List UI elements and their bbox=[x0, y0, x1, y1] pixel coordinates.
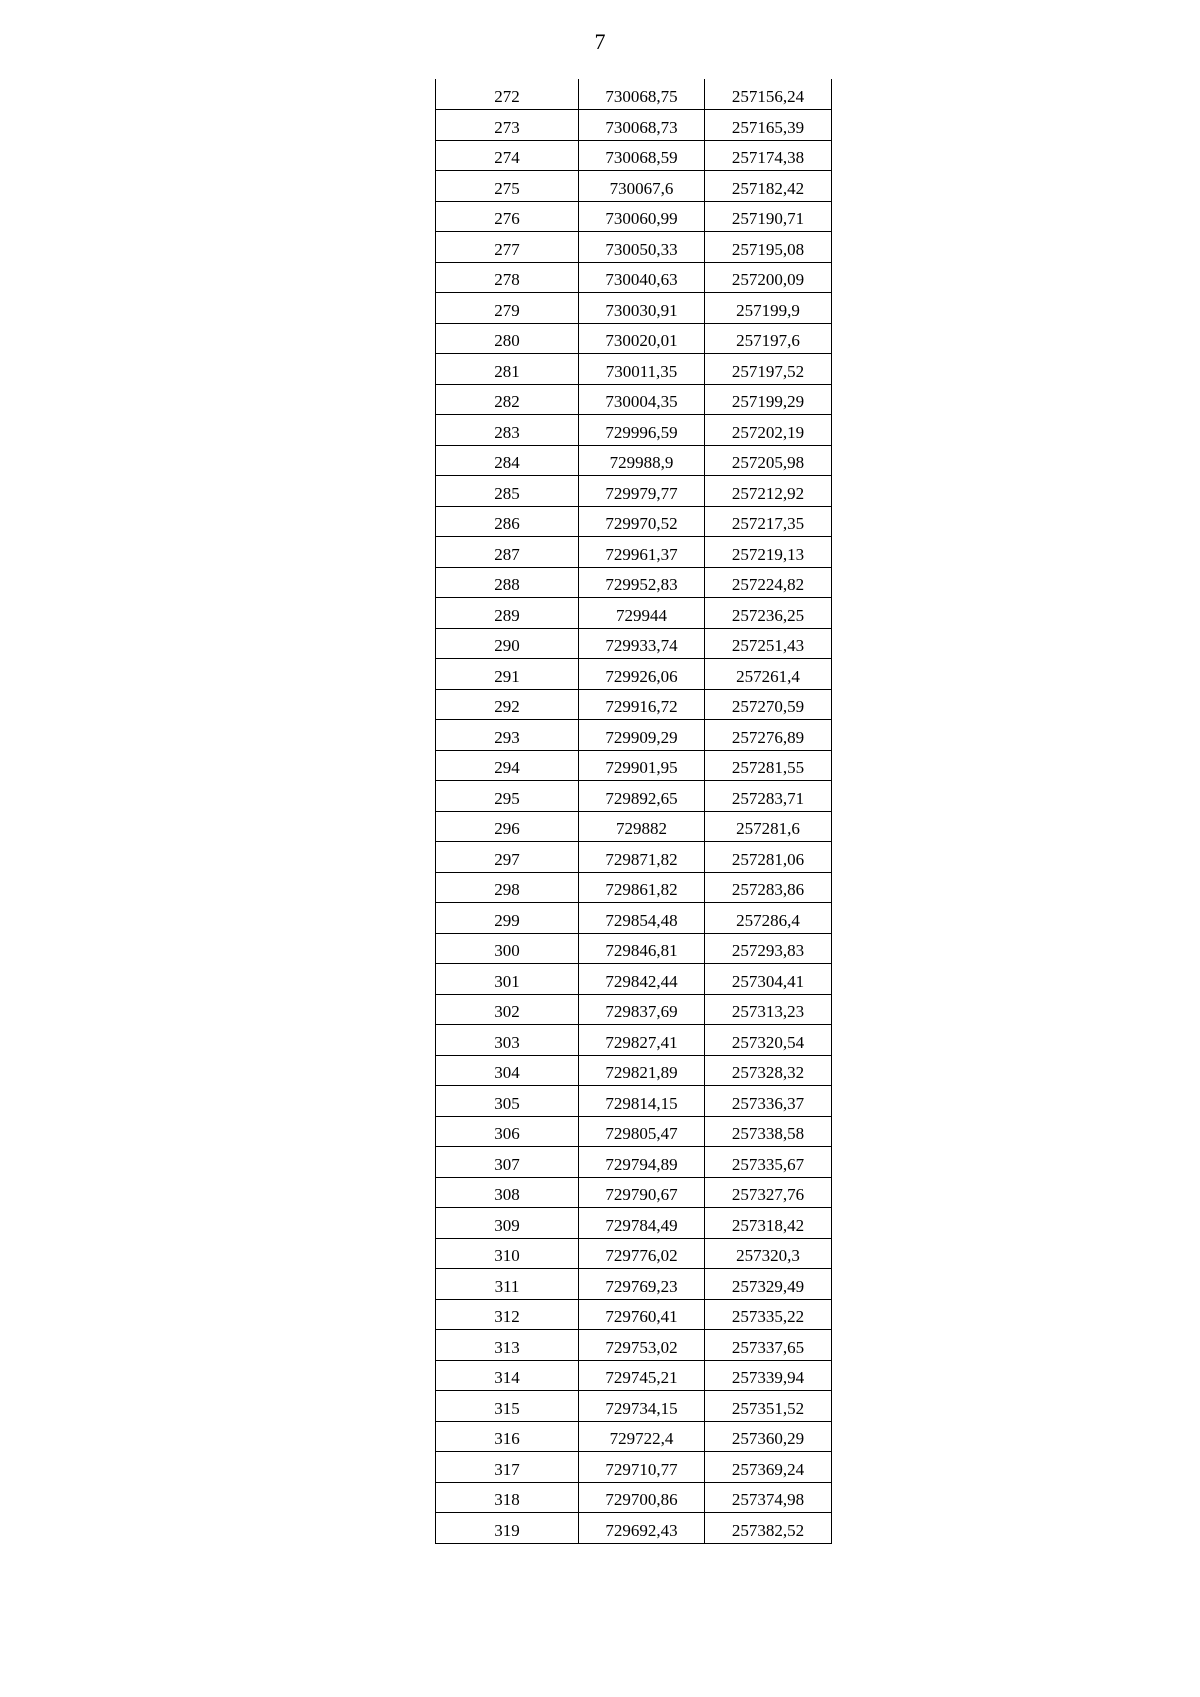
point-number-cell: 278 bbox=[436, 262, 579, 293]
x-coordinate-cell: 729745,21 bbox=[579, 1360, 705, 1391]
point-number-cell: 298 bbox=[436, 872, 579, 903]
y-coordinate-cell: 257304,41 bbox=[705, 964, 832, 995]
y-coordinate-cell: 257281,6 bbox=[705, 811, 832, 842]
point-number-cell: 318 bbox=[436, 1482, 579, 1513]
x-coordinate-cell: 729933,74 bbox=[579, 628, 705, 659]
y-coordinate-cell: 257261,4 bbox=[705, 659, 832, 690]
table-row bbox=[436, 79, 832, 110]
coordinates-table-body bbox=[436, 79, 832, 1543]
x-coordinate-cell: 729692,43 bbox=[579, 1513, 705, 1544]
y-coordinate-cell: 257281,06 bbox=[705, 842, 832, 873]
point-number-cell: 301 bbox=[436, 964, 579, 995]
table-row bbox=[436, 110, 832, 141]
y-coordinate-cell: 257328,32 bbox=[705, 1055, 832, 1086]
y-coordinate-cell: 257382,52 bbox=[705, 1513, 832, 1544]
point-number-cell: 313 bbox=[436, 1330, 579, 1361]
table-row bbox=[436, 811, 832, 842]
table-row bbox=[436, 171, 832, 202]
y-coordinate-cell: 257217,35 bbox=[705, 506, 832, 537]
x-coordinate-cell: 729854,48 bbox=[579, 903, 705, 934]
table-row bbox=[436, 323, 832, 354]
y-coordinate-cell: 257182,42 bbox=[705, 171, 832, 202]
x-coordinate-cell: 729821,89 bbox=[579, 1055, 705, 1086]
table-row bbox=[436, 842, 832, 873]
x-coordinate-cell: 729790,67 bbox=[579, 1177, 705, 1208]
x-coordinate-cell: 729926,06 bbox=[579, 659, 705, 690]
y-coordinate-cell: 257202,19 bbox=[705, 415, 832, 446]
y-coordinate-cell: 257338,58 bbox=[705, 1116, 832, 1147]
x-coordinate-cell: 729769,23 bbox=[579, 1269, 705, 1300]
table-row bbox=[436, 933, 832, 964]
x-coordinate-cell: 729952,83 bbox=[579, 567, 705, 598]
y-coordinate-cell: 257329,49 bbox=[705, 1269, 832, 1300]
y-coordinate-cell: 257351,52 bbox=[705, 1391, 832, 1422]
y-coordinate-cell: 257190,71 bbox=[705, 201, 832, 232]
y-coordinate-cell: 257165,39 bbox=[705, 110, 832, 141]
x-coordinate-cell: 729710,77 bbox=[579, 1452, 705, 1483]
y-coordinate-cell: 257205,98 bbox=[705, 445, 832, 476]
y-coordinate-cell: 257276,89 bbox=[705, 720, 832, 751]
table-row bbox=[436, 659, 832, 690]
point-number-cell: 275 bbox=[436, 171, 579, 202]
point-number-cell: 277 bbox=[436, 232, 579, 263]
y-coordinate-cell: 257360,29 bbox=[705, 1421, 832, 1452]
table-row bbox=[436, 1299, 832, 1330]
x-coordinate-cell: 730050,33 bbox=[579, 232, 705, 263]
x-coordinate-cell: 729979,77 bbox=[579, 476, 705, 507]
y-coordinate-cell: 257174,38 bbox=[705, 140, 832, 171]
x-coordinate-cell: 730020,01 bbox=[579, 323, 705, 354]
point-number-cell: 303 bbox=[436, 1025, 579, 1056]
table-row bbox=[436, 415, 832, 446]
point-number-cell: 283 bbox=[436, 415, 579, 446]
point-number-cell: 279 bbox=[436, 293, 579, 324]
coordinates-table bbox=[435, 79, 832, 1544]
table-row bbox=[436, 628, 832, 659]
x-coordinate-cell: 730068,75 bbox=[579, 79, 705, 110]
table-row bbox=[436, 140, 832, 171]
table-row bbox=[436, 781, 832, 812]
table-row bbox=[436, 872, 832, 903]
point-number-cell: 286 bbox=[436, 506, 579, 537]
y-coordinate-cell: 257219,13 bbox=[705, 537, 832, 568]
table-row bbox=[436, 1055, 832, 1086]
y-coordinate-cell: 257318,42 bbox=[705, 1208, 832, 1239]
y-coordinate-cell: 257199,29 bbox=[705, 384, 832, 415]
x-coordinate-cell: 729814,15 bbox=[579, 1086, 705, 1117]
point-number-cell: 289 bbox=[436, 598, 579, 629]
point-number-cell: 273 bbox=[436, 110, 579, 141]
table-row bbox=[436, 537, 832, 568]
point-number-cell: 304 bbox=[436, 1055, 579, 1086]
x-coordinate-cell: 729871,82 bbox=[579, 842, 705, 873]
y-coordinate-cell: 257335,22 bbox=[705, 1299, 832, 1330]
x-coordinate-cell: 730011,35 bbox=[579, 354, 705, 385]
table-row bbox=[436, 354, 832, 385]
x-coordinate-cell: 729842,44 bbox=[579, 964, 705, 995]
x-coordinate-cell: 730030,91 bbox=[579, 293, 705, 324]
y-coordinate-cell: 257281,55 bbox=[705, 750, 832, 781]
point-number-cell: 281 bbox=[436, 354, 579, 385]
table-row bbox=[436, 598, 832, 629]
x-coordinate-cell: 730004,35 bbox=[579, 384, 705, 415]
table-row bbox=[436, 293, 832, 324]
point-number-cell: 276 bbox=[436, 201, 579, 232]
y-coordinate-cell: 257374,98 bbox=[705, 1482, 832, 1513]
table-row bbox=[436, 1116, 832, 1147]
table-row bbox=[436, 1269, 832, 1300]
table-row bbox=[436, 964, 832, 995]
table-row bbox=[436, 1238, 832, 1269]
table-row bbox=[436, 567, 832, 598]
table-row bbox=[436, 1147, 832, 1178]
point-number-cell: 305 bbox=[436, 1086, 579, 1117]
x-coordinate-cell: 729909,29 bbox=[579, 720, 705, 751]
point-number-cell: 307 bbox=[436, 1147, 579, 1178]
y-coordinate-cell: 257335,67 bbox=[705, 1147, 832, 1178]
point-number-cell: 287 bbox=[436, 537, 579, 568]
table-row bbox=[436, 689, 832, 720]
table-row bbox=[436, 750, 832, 781]
x-coordinate-cell: 729760,41 bbox=[579, 1299, 705, 1330]
y-coordinate-cell: 257224,82 bbox=[705, 567, 832, 598]
table-row bbox=[436, 720, 832, 751]
point-number-cell: 297 bbox=[436, 842, 579, 873]
table-row bbox=[436, 445, 832, 476]
y-coordinate-cell: 257313,23 bbox=[705, 994, 832, 1025]
table-row bbox=[436, 1208, 832, 1239]
y-coordinate-cell: 257339,94 bbox=[705, 1360, 832, 1391]
point-number-cell: 302 bbox=[436, 994, 579, 1025]
x-coordinate-cell: 729916,72 bbox=[579, 689, 705, 720]
table-row bbox=[436, 232, 832, 263]
y-coordinate-cell: 257327,76 bbox=[705, 1177, 832, 1208]
table-row bbox=[436, 1452, 832, 1483]
table-row bbox=[436, 1513, 832, 1544]
x-coordinate-cell: 729734,15 bbox=[579, 1391, 705, 1422]
table-row bbox=[436, 1025, 832, 1056]
table-row bbox=[436, 201, 832, 232]
x-coordinate-cell: 729846,81 bbox=[579, 933, 705, 964]
x-coordinate-cell: 729861,82 bbox=[579, 872, 705, 903]
table-row bbox=[436, 476, 832, 507]
x-coordinate-cell: 730068,73 bbox=[579, 110, 705, 141]
y-coordinate-cell: 257320,54 bbox=[705, 1025, 832, 1056]
x-coordinate-cell: 730067,6 bbox=[579, 171, 705, 202]
x-coordinate-cell: 729961,37 bbox=[579, 537, 705, 568]
y-coordinate-cell: 257156,24 bbox=[705, 79, 832, 110]
table-row bbox=[436, 1330, 832, 1361]
table-row bbox=[436, 1177, 832, 1208]
table-row bbox=[436, 506, 832, 537]
y-coordinate-cell: 257236,25 bbox=[705, 598, 832, 629]
y-coordinate-cell: 257283,86 bbox=[705, 872, 832, 903]
x-coordinate-cell: 729753,02 bbox=[579, 1330, 705, 1361]
y-coordinate-cell: 257197,6 bbox=[705, 323, 832, 354]
point-number-cell: 311 bbox=[436, 1269, 579, 1300]
x-coordinate-cell: 729944 bbox=[579, 598, 705, 629]
x-coordinate-cell: 729827,41 bbox=[579, 1025, 705, 1056]
x-coordinate-cell: 730060,99 bbox=[579, 201, 705, 232]
point-number-cell: 272 bbox=[436, 79, 579, 110]
x-coordinate-cell: 729837,69 bbox=[579, 994, 705, 1025]
point-number-cell: 316 bbox=[436, 1421, 579, 1452]
x-coordinate-cell: 729700,86 bbox=[579, 1482, 705, 1513]
y-coordinate-cell: 257320,3 bbox=[705, 1238, 832, 1269]
point-number-cell: 288 bbox=[436, 567, 579, 598]
x-coordinate-cell: 729784,49 bbox=[579, 1208, 705, 1239]
page-number: 7 bbox=[594, 29, 606, 54]
point-number-cell: 292 bbox=[436, 689, 579, 720]
point-number-cell: 285 bbox=[436, 476, 579, 507]
table-row bbox=[436, 1086, 832, 1117]
x-coordinate-cell: 729722,4 bbox=[579, 1421, 705, 1452]
point-number-cell: 274 bbox=[436, 140, 579, 171]
point-number-cell: 290 bbox=[436, 628, 579, 659]
y-coordinate-cell: 257337,65 bbox=[705, 1330, 832, 1361]
table-row bbox=[436, 1421, 832, 1452]
point-number-cell: 315 bbox=[436, 1391, 579, 1422]
y-coordinate-cell: 257270,59 bbox=[705, 689, 832, 720]
point-number-cell: 296 bbox=[436, 811, 579, 842]
point-number-cell: 319 bbox=[436, 1513, 579, 1544]
point-number-cell: 306 bbox=[436, 1116, 579, 1147]
point-number-cell: 314 bbox=[436, 1360, 579, 1391]
y-coordinate-cell: 257251,43 bbox=[705, 628, 832, 659]
y-coordinate-cell: 257293,83 bbox=[705, 933, 832, 964]
y-coordinate-cell: 257336,37 bbox=[705, 1086, 832, 1117]
table-row bbox=[436, 903, 832, 934]
x-coordinate-cell: 729988,9 bbox=[579, 445, 705, 476]
y-coordinate-cell: 257199,9 bbox=[705, 293, 832, 324]
point-number-cell: 310 bbox=[436, 1238, 579, 1269]
y-coordinate-cell: 257212,92 bbox=[705, 476, 832, 507]
y-coordinate-cell: 257369,24 bbox=[705, 1452, 832, 1483]
x-coordinate-cell: 729970,52 bbox=[579, 506, 705, 537]
point-number-cell: 291 bbox=[436, 659, 579, 690]
point-number-cell: 284 bbox=[436, 445, 579, 476]
point-number-cell: 317 bbox=[436, 1452, 579, 1483]
point-number-cell: 282 bbox=[436, 384, 579, 415]
x-coordinate-cell: 730068,59 bbox=[579, 140, 705, 171]
x-coordinate-cell: 730040,63 bbox=[579, 262, 705, 293]
table-row bbox=[436, 384, 832, 415]
x-coordinate-cell: 729892,65 bbox=[579, 781, 705, 812]
x-coordinate-cell: 729882 bbox=[579, 811, 705, 842]
x-coordinate-cell: 729805,47 bbox=[579, 1116, 705, 1147]
table-row bbox=[436, 262, 832, 293]
table-row bbox=[436, 1360, 832, 1391]
x-coordinate-cell: 729901,95 bbox=[579, 750, 705, 781]
point-number-cell: 280 bbox=[436, 323, 579, 354]
x-coordinate-cell: 729776,02 bbox=[579, 1238, 705, 1269]
point-number-cell: 293 bbox=[436, 720, 579, 751]
table-row bbox=[436, 994, 832, 1025]
y-coordinate-cell: 257195,08 bbox=[705, 232, 832, 263]
point-number-cell: 294 bbox=[436, 750, 579, 781]
point-number-cell: 309 bbox=[436, 1208, 579, 1239]
point-number-cell: 308 bbox=[436, 1177, 579, 1208]
point-number-cell: 299 bbox=[436, 903, 579, 934]
y-coordinate-cell: 257286,4 bbox=[705, 903, 832, 934]
point-number-cell: 312 bbox=[436, 1299, 579, 1330]
table-row bbox=[436, 1391, 832, 1422]
y-coordinate-cell: 257197,52 bbox=[705, 354, 832, 385]
table-row bbox=[436, 1482, 832, 1513]
point-number-cell: 300 bbox=[436, 933, 579, 964]
point-number-cell: 295 bbox=[436, 781, 579, 812]
y-coordinate-cell: 257283,71 bbox=[705, 781, 832, 812]
x-coordinate-cell: 729794,89 bbox=[579, 1147, 705, 1178]
x-coordinate-cell: 729996,59 bbox=[579, 415, 705, 446]
y-coordinate-cell: 257200,09 bbox=[705, 262, 832, 293]
